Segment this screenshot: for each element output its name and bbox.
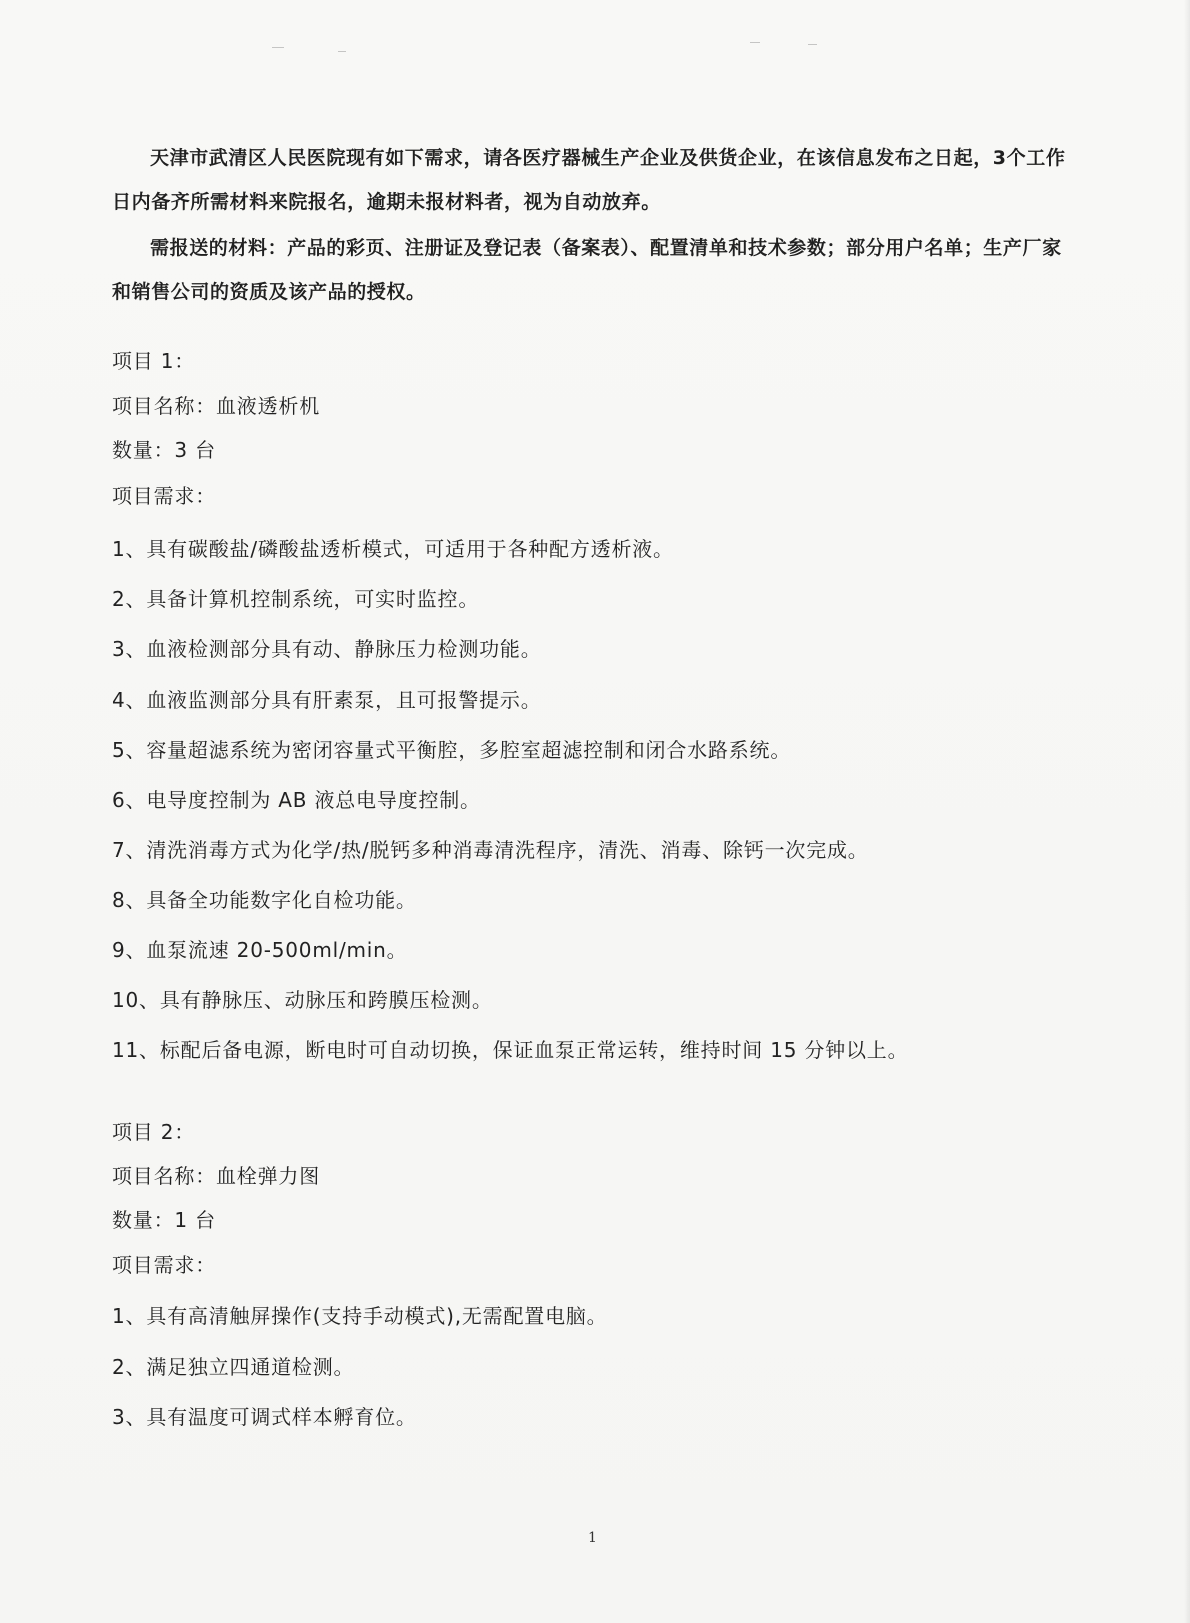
requirement-item: 3、血液检测部分具有动、静脉压力检测功能。: [112, 637, 542, 661]
requirement-item: 11、标配后备电源，断电时可自动切换，保证血泵正常运转，维持时间 15 分钟以上。: [112, 1038, 909, 1062]
scan-artifact: [808, 44, 817, 45]
scan-edge-shadow: [1184, 0, 1190, 1623]
intro-paragraph-1: 天津市武清区人民医院现有如下需求，请各医疗器械生产企业及供货企业，在该信息发布之日起，3个工作日内备齐所需材料来院报名，逾期未报材料者，视为自动放弃。: [112, 147, 1066, 213]
requirement-item: 4、血液监测部分具有肝素泵，且可报警提示。: [112, 688, 542, 712]
requirement-item: 6、电导度控制为 AB 液总电导度控制。: [112, 788, 481, 812]
project-2-quantity: 数量：1 台: [112, 1208, 216, 1232]
requirement-item: 7、清洗消毒方式为化学/热/脱钙多种消毒清洗程序，清洗、消毒、除钙一次完成。: [112, 838, 869, 862]
project-2-heading: 项目 2：: [112, 1120, 196, 1144]
requirement-item: 5、容量超滤系统为密闭容量式平衡腔，多腔室超滤控制和闭合水路系统。: [112, 738, 792, 762]
project-2-requirements-label: 项目需求：: [112, 1253, 216, 1277]
project-1-heading: 项目 1：: [112, 349, 196, 373]
page-number: 1: [588, 1530, 597, 1546]
intro-paragraph-2: 需报送的材料：产品的彩页、注册证及登记表（备案表）、配置清单和技术参数；部分用户名单；生产厂家和销售公司的资质及该产品的授权。: [112, 237, 1062, 303]
scan-artifact: [750, 42, 760, 43]
requirement-item: 3、具有温度可调式样本孵育位。: [112, 1405, 417, 1429]
requirement-item: 9、血泵流速 20-500ml/min。: [112, 938, 408, 962]
requirement-item: 1、具有碳酸盐/磷酸盐透析模式，可适用于各种配方透析液。: [112, 537, 674, 561]
project-1-requirements-label: 项目需求：: [112, 484, 216, 508]
requirement-item: 8、具备全功能数字化自检功能。: [112, 888, 417, 912]
scan-artifact: [338, 51, 346, 52]
scan-artifact: [272, 47, 284, 48]
requirement-item: 2、具备计算机控制系统，可实时监控。: [112, 587, 480, 611]
project-1-quantity: 数量：3 台: [112, 438, 216, 462]
project-2-name: 项目名称：血栓弹力图: [112, 1164, 320, 1188]
project-1-name: 项目名称：血液透析机: [112, 394, 320, 418]
requirement-item: 10、具有静脉压、动脉压和跨膜压检测。: [112, 988, 493, 1012]
requirement-item: 2、满足独立四通道检测。: [112, 1355, 355, 1379]
requirement-item: 1、具有高清触屏操作(支持手动模式),无需配置电脑。: [112, 1304, 608, 1328]
